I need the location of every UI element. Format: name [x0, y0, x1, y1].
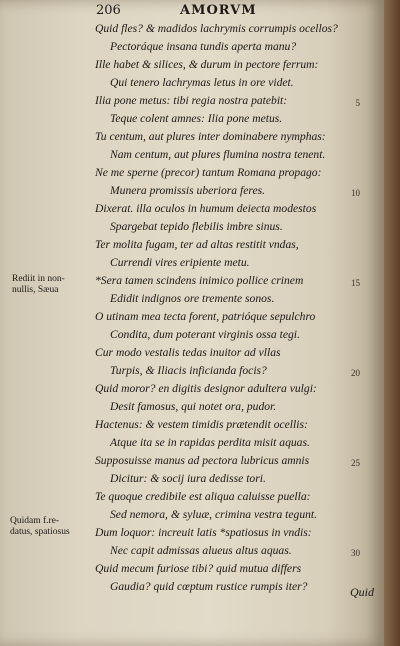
verse-line: Qui tenero lachrymas letus in ore videt.	[110, 76, 294, 89]
verse-line: Dum loquor: increuit latis *spatiosus in vndis:	[95, 526, 312, 539]
verse-line: Teque colent amnes: Ilia pone metus.	[110, 112, 283, 125]
line-number: 25	[351, 458, 360, 468]
margin-note	[12, 274, 65, 296]
line-number: 30	[351, 548, 360, 558]
verse-line: Munera promissis uberiora feres.	[110, 184, 266, 197]
verse-line: Pectoráque insana tundis aperta manu?	[110, 40, 297, 53]
verse-line: Hactenus: & vestem timidis prætendit ocellis:	[95, 418, 308, 431]
verse-line: Edidit indignos ore tremente sonos.	[110, 292, 275, 305]
verse-line: Ille habet & silices, & durum in pectore ferrum:	[95, 58, 319, 71]
verse-line: Nam centum, aut plures flumina nostra tenent.	[110, 148, 326, 161]
line-number: 20	[351, 368, 360, 378]
margin-note-line: datus, spatiosus	[10, 527, 70, 537]
verse-line: O utinam mea tecta forent, patrióque sepulchro	[95, 310, 316, 323]
verse-line: Quid mecum furiose tibi? quid mutua differs	[95, 562, 302, 575]
margin-note-line: nullis, Sæua	[12, 285, 59, 295]
book-edge	[384, 0, 400, 646]
verse-line: Gaudia? quid cœptum rustice rumpis iter?	[110, 580, 308, 593]
verse-line: Ter molita fugam, ter ad altas restitit vndas,	[95, 238, 299, 251]
verse-line: Te quoque credibile est aliqua caluisse puella:	[95, 490, 311, 503]
line-number: 5	[355, 98, 360, 108]
margin-note-line: Quidam f.re-	[10, 516, 60, 526]
verse-line: Tu centum, aut plures inter dominabere nymphas:	[95, 130, 326, 143]
verse-line: Desit famosus, qui notet ora, pudor.	[110, 400, 277, 413]
verse-line: Ilia pone metus: tibi regia nostra patebit:	[95, 94, 288, 107]
verse-line: Cur modo vestalis tedas inuitor ad vllas	[95, 346, 281, 359]
verse-line: Quid moror? en digitis designor adultera vulgi:	[95, 382, 317, 395]
line-number: 10	[351, 188, 360, 198]
verse-line: Condita, dum poterant virginis ossa tegi.	[110, 328, 300, 341]
page-number: 206	[96, 3, 121, 18]
verse-line: Nec capit admissas alueus altus aquas.	[110, 544, 292, 557]
verse-line: Sed nemora, & syluæ, crimina vestra tegunt.	[110, 508, 318, 521]
verse-line: Atque ita se in rapidas perdita misit aquas.	[110, 436, 310, 449]
catchword: Quid	[350, 585, 374, 599]
verse-line: Turpis, & Iliacis inficianda focis?	[110, 364, 267, 377]
verse-line: Supposuisse manus ad pectora lubricus amnis	[95, 454, 310, 467]
verse-line: Currendi vires eripiente metu.	[110, 256, 250, 269]
verse-line: Ne me sperne (precor) tantum Romana propago:	[95, 166, 322, 179]
verse-line: Quid fles? & madidos lachrymis corrumpis ocellos?	[95, 22, 338, 35]
verse-line: Spargebat tepido flebilis imbre sinus.	[110, 220, 283, 233]
verse-line: Dixerat. illa oculos in humum deiecta modestos	[95, 202, 317, 215]
margin-note	[10, 516, 70, 538]
line-number: 15	[351, 278, 360, 288]
verse-line: Dicitur: & socij iura dedisse tori.	[110, 472, 266, 485]
verse-line: *Sera tamen scindens inimico pollice crinem	[95, 274, 304, 287]
page-header	[96, 3, 376, 19]
margin-note-line: Rediit in non-	[12, 274, 65, 284]
running-title: AMORVM	[180, 3, 257, 18]
